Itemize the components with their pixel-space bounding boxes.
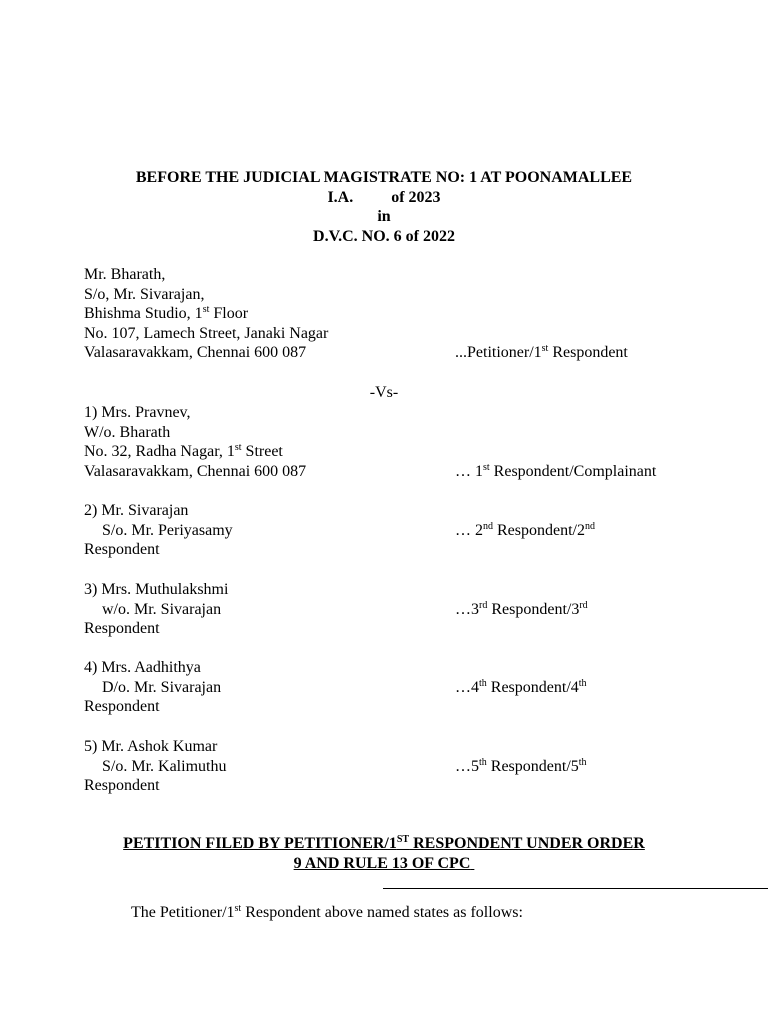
horizontal-rule <box>383 888 768 889</box>
role-text: ...Petitioner/1 <box>455 344 542 362</box>
petitioner-role <box>455 343 628 363</box>
address-text: Valasaravakkam, Chennai 600 087 <box>84 462 307 480</box>
respondent-name: 1) Mrs. Pravnev, <box>84 404 191 421</box>
respondent-role-tail: Respondent <box>84 541 160 559</box>
relation-text: S/o. Mr. Periyasamy <box>102 521 233 539</box>
role-text: Respondent/3 <box>487 600 580 618</box>
title-text: 9 AND RULE 13 OF CPC <box>293 854 471 872</box>
respondent-1-block <box>84 403 724 481</box>
role-text: Respondent/4 <box>486 678 579 696</box>
ordinal-suffix: th <box>578 677 587 689</box>
intro-text: The Petitioner/1 <box>131 904 235 921</box>
ordinal-suffix: th <box>479 756 487 768</box>
ordinal-suffix: th <box>578 756 587 768</box>
ordinal-suffix: th <box>479 677 487 689</box>
address-text: Floor <box>209 305 249 323</box>
ordinal-suffix: st <box>234 442 242 454</box>
respondent-relation: W/o. Bharath <box>84 423 171 441</box>
respondent-role <box>455 757 587 777</box>
address-text: Street <box>241 443 283 461</box>
role-text: …4 <box>455 678 479 696</box>
case-heading <box>0 168 768 246</box>
respondent-2-block <box>84 501 724 560</box>
respondent-name: 5) Mr. Ashok Kumar <box>84 738 218 755</box>
ordinal-suffix: rd <box>579 599 588 611</box>
ia-suffix: of 2023 <box>391 188 441 206</box>
intro-text: Respondent above named states as follows: <box>241 904 523 921</box>
role-text: Respondent <box>548 344 628 362</box>
petitioner-address-line <box>84 304 724 324</box>
address-text: Valasaravakkam, Chennai 600 087 <box>84 344 307 362</box>
ia-number <box>0 188 768 208</box>
ordinal-suffix: st <box>541 343 549 355</box>
petition-title <box>0 834 768 873</box>
ordinal-suffix: rd <box>479 599 488 611</box>
petitioner-address-line <box>84 343 724 363</box>
respondent-5-block <box>84 737 724 796</box>
role-text: Respondent/2 <box>493 521 585 539</box>
ordinal-suffix: st <box>483 461 490 473</box>
role-text: Respondent/5 <box>486 757 579 775</box>
respondent-role-tail: Respondent <box>84 698 160 716</box>
case-number: D.V.C. NO. 6 of 2022 <box>313 227 455 245</box>
ordinal-suffix: nd <box>483 520 493 532</box>
role-text: Respondent/Complainant <box>489 462 657 480</box>
petition-title-line-1 <box>0 834 768 854</box>
respondent-name: 4) Mrs. Aadhithya <box>84 659 201 676</box>
relation-text: w/o. Mr. Sivarajan <box>102 600 222 618</box>
respondent-4-block <box>84 658 724 717</box>
respondent-relation-line <box>84 521 724 541</box>
respondent-relation-line <box>84 678 724 698</box>
respondent-role-tail: Respondent <box>84 777 160 795</box>
respondent-role <box>455 600 588 620</box>
intro-paragraph <box>131 903 523 923</box>
address-text: Bhishma Studio, 1 <box>84 305 203 323</box>
in-label: in <box>377 208 391 226</box>
ordinal-suffix: st <box>234 903 242 914</box>
address-text: No. 32, Radha Nagar, 1 <box>84 443 235 461</box>
ia-prefix: I.A. <box>327 188 354 206</box>
respondent-role <box>455 462 656 482</box>
respondent-address-line <box>84 462 724 482</box>
respondent-name: 3) Mrs. Muthulakshmi <box>84 581 229 598</box>
respondent-name: 2) Mr. Sivarajan <box>84 502 189 519</box>
petitioner-block <box>84 265 724 363</box>
petition-title-line-2 <box>0 854 768 874</box>
respondent-3-block <box>84 580 724 639</box>
relation-text: D/o. Mr. Sivarajan <box>102 678 222 696</box>
respondent-address-line <box>84 442 724 462</box>
title-text: PETITION FILED BY PETITIONER/1 <box>123 835 397 852</box>
ordinal-suffix: ST <box>396 834 410 845</box>
relation-text: S/o. Mr. Kalimuthu <box>102 757 227 775</box>
court-title: BEFORE THE JUDICIAL MAGISTRATE NO: 1 AT POONAMALLEE <box>135 169 633 186</box>
petitioner-address-line: No. 107, Lamech Street, Janaki Nagar <box>84 324 329 342</box>
respondent-role <box>455 678 587 698</box>
respondent-role-tail: Respondent <box>84 620 160 638</box>
title-text: RESPONDENT UNDER ORDER <box>409 835 645 852</box>
petitioner-relation: S/o, Mr. Sivarajan, <box>84 285 205 303</box>
respondent-relation-line <box>84 757 724 777</box>
role-text: …3 <box>455 600 479 618</box>
versus-label: -Vs- <box>369 384 399 401</box>
role-text: … 1 <box>455 462 483 480</box>
petitioner-name: Mr. Bharath, <box>84 266 166 283</box>
ordinal-suffix: st <box>202 304 210 316</box>
respondent-relation-line <box>84 600 724 620</box>
role-text: … 2 <box>455 521 483 539</box>
role-text: …5 <box>455 757 479 775</box>
ordinal-suffix: nd <box>585 520 595 532</box>
respondent-role <box>455 521 595 541</box>
